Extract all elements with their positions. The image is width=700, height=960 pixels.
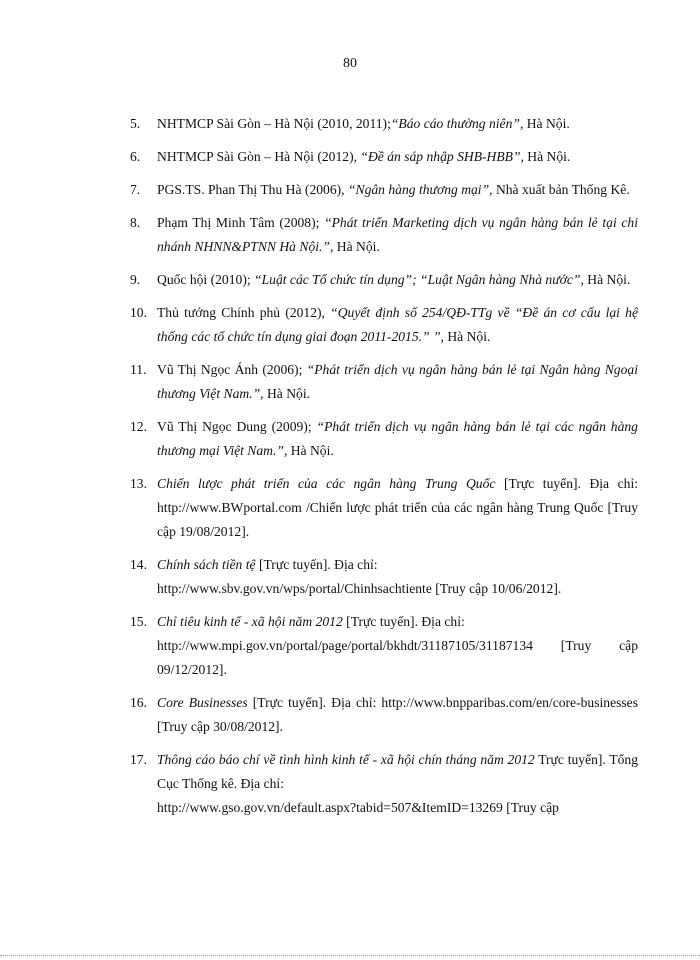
reference-title: “Phát triển Marketing dịch vụ ngân hàng bán lẻ tại chi nhánh NHNN&PTNN Hà Nội.”,: [157, 215, 638, 254]
reference-item: [130, 145, 638, 169]
reference-item: [130, 553, 638, 601]
reference-item: [130, 268, 638, 292]
reference-item: [130, 691, 638, 739]
reference-text: Thủ tướng Chính phủ (2012),: [157, 305, 331, 320]
reference-text: Hà Nội.: [333, 239, 380, 254]
reference-title: “Luật các Tổ chức tín dụng”; “Luật Ngân hàng Nhà nước”,: [254, 272, 584, 287]
reference-text: Hà Nội.: [523, 116, 570, 131]
reference-number: 15.: [130, 614, 147, 629]
reference-text: Hà Nội.: [523, 149, 571, 164]
reference-text: [Trực tuyến]. Địa chỉ:: [342, 614, 465, 629]
reference-text: http://www.gso.gov.vn/default.aspx?tabid=507&ItemID=13269 [Truy cập: [157, 800, 559, 815]
reference-title: “Phát triển dịch vụ ngân hàng bán lẻ tại các ngân hàng thương mại Việt Nam.”,: [157, 419, 638, 458]
reference-text: http://www.mpi.gov.vn/portal/page/portal/bkhdt/31187105/31187134 [Truy cập 09/12/2012].: [157, 638, 638, 677]
reference-item: [130, 610, 638, 682]
reference-number: 14.: [130, 557, 147, 572]
reference-title: Core Businesses: [157, 695, 248, 710]
reference-text: Vũ Thị Ngọc Dung (2009);: [157, 419, 317, 434]
reference-title: “Báo cáo thường niên”,: [390, 116, 524, 131]
reference-text: [Trực tuyến]. Địa chỉ:: [255, 557, 378, 572]
reference-number: 12.: [130, 419, 147, 434]
reference-title: “Ngân hàng thương mại”,: [347, 182, 493, 197]
reference-number: 11.: [130, 362, 147, 377]
reference-item: [130, 178, 638, 202]
reference-item: [130, 358, 638, 406]
reference-title: Thông cáo báo chí về tình hình kinh tế - xã hội chín tháng năm 2012: [157, 752, 535, 767]
reference-title: Chỉ tiêu kinh tế - xã hội năm 2012: [157, 614, 343, 629]
reference-text: [Trực tuyến]. Địa chỉ: http://www.bnpparibas.com/en/core-businesses [Truy cập 30/08/2012].: [157, 695, 639, 734]
reference-text: Hà Nội.: [287, 443, 334, 458]
reference-text: NHTMCP Sài Gòn – Hà Nội (2012),: [157, 149, 361, 164]
reference-number: 16.: [130, 695, 147, 710]
reference-text: Vũ Thị Ngọc Ánh (2006);: [157, 362, 307, 377]
reference-title: “Đề án sáp nhập SHB-HBB”,: [360, 149, 524, 164]
reference-text: Hà Nội.: [263, 386, 310, 401]
page-number: 80: [343, 56, 357, 71]
reference-text: PGS.TS. Phan Thị Thu Hà (2006),: [157, 182, 348, 197]
reference-list: [130, 112, 638, 829]
reference-title: Chính sách tiền tệ: [157, 557, 256, 572]
reference-text: NHTMCP Sài Gòn – Hà Nội (2010, 2011);: [157, 116, 391, 131]
reference-number: 6.: [130, 149, 141, 164]
reference-item: [130, 301, 638, 349]
reference-number: 10.: [130, 305, 147, 320]
reference-text: Phạm Thị Minh Tâm (2008);: [157, 215, 325, 230]
reference-text: Quốc hội (2010);: [157, 272, 255, 287]
reference-number: 8.: [130, 215, 141, 230]
reference-title: “Quyết định số 254/QĐ-TTg về “Đề án cơ cấu lại hệ thống các tổ chức tín dụng giai đoạn 2011-2015.” ”,: [157, 305, 638, 344]
page-bottom-divider: [0, 955, 700, 956]
reference-text: Hà Nội.: [583, 272, 631, 287]
reference-number: 17.: [130, 752, 147, 767]
reference-number: 7.: [130, 182, 141, 197]
reference-item: [130, 472, 638, 544]
reference-text: Nhà xuất bản Thống Kê.: [492, 182, 630, 197]
reference-item: [130, 112, 638, 136]
reference-title: Chiến lược phát triển của các ngân hàng Trung Quốc: [157, 476, 496, 491]
reference-item: [130, 415, 638, 463]
reference-text: Trực tuyến]. Tổng Cục Thống kê. Địa chỉ:: [157, 752, 639, 791]
reference-number: 5.: [130, 116, 141, 131]
reference-text: [Trực tuyến]. Địa chỉ: http://www.BWportal.com /Chiến lược phát triển của các ngân hàng Trung Quốc [Truy cập 19/08/2012].: [157, 476, 639, 539]
reference-text: http://www.sbv.gov.vn/wps/portal/Chinhsachtiente [Truy cập 10/06/2012].: [157, 581, 562, 596]
reference-item: [130, 211, 638, 259]
reference-title: “Phát triển dịch vụ ngân hàng bán lẻ tại Ngân hàng Ngoại thương Việt Nam.”,: [157, 362, 638, 401]
reference-number: 13.: [130, 476, 147, 491]
reference-item: [130, 748, 638, 820]
reference-number: 9.: [130, 272, 141, 287]
reference-text: Hà Nội.: [443, 329, 491, 344]
